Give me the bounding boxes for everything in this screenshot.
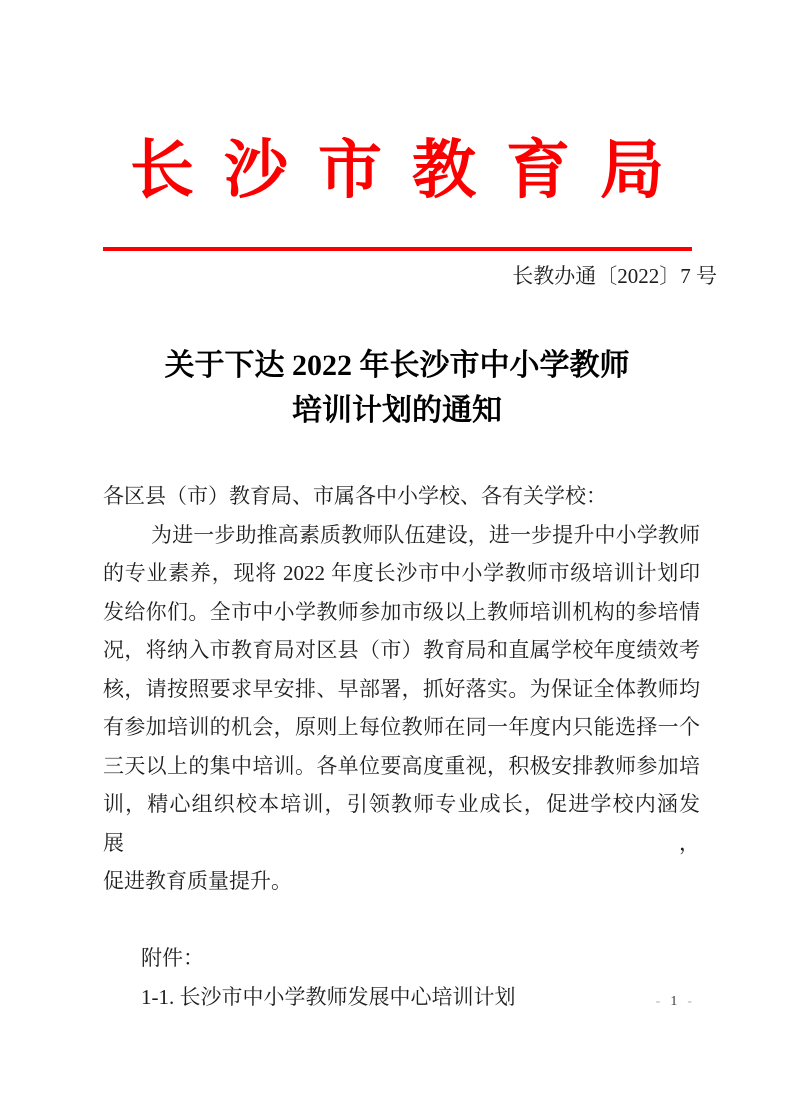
body-line: 训，精心组织校本培训，引领教师专业成长，促进学校内涵发展， (103, 792, 700, 855)
document-title-line1: 关于下达 2022 年长沙市中小学教师 (164, 349, 630, 382)
page-number-dash-left: - (655, 994, 661, 1009)
salutation: 各区县（市）教育局、市属各中小学校、各有关学校： (103, 484, 607, 508)
body-line: 为进一步助推高素质教师队伍建设，进一步提升中小学教师 (151, 522, 700, 547)
body-line: 有参加培训的机会，原则上每位教师在同一年度内只能选择一个 (103, 715, 700, 739)
agency-name: 长沙市教育局 (130, 135, 694, 206)
body-line: 促进教育质量提升。 (103, 869, 292, 893)
attachments-label: 附件： (141, 946, 204, 970)
body-line: 况，将纳入市教育局对区县（市）教育局和直属学校年度绩效考 (103, 638, 700, 662)
document-number: 长教办通〔2022〕7 号 (512, 264, 717, 288)
body-line: 核，请按照要求早安排、早部署，抓好落实。为保证全体教师均 (103, 676, 700, 701)
body-line: 三天以上的集中培训。各单位要高度重视，积极安排教师参加培 (103, 753, 700, 778)
document-title (0, 343, 794, 433)
page-number-value: 1 (670, 994, 678, 1009)
page-number (651, 994, 697, 1010)
document-title-line2: 培训计划的通知 (292, 394, 502, 427)
blank-line (103, 901, 700, 940)
document-body (103, 477, 700, 1016)
body-line: 的专业素养，现将 2022 年度长沙市中小学教师市级培训计划印 (103, 561, 700, 585)
body-line: 发给你们。全市中小学教师参加市级以上教师培训机构的参培情 (103, 599, 700, 624)
attachment-item: 1-1. 长沙市中小学教师发展中心培训计划 (141, 984, 516, 1009)
page-number-dash-right: - (687, 994, 692, 1009)
red-separator-line (103, 247, 692, 251)
